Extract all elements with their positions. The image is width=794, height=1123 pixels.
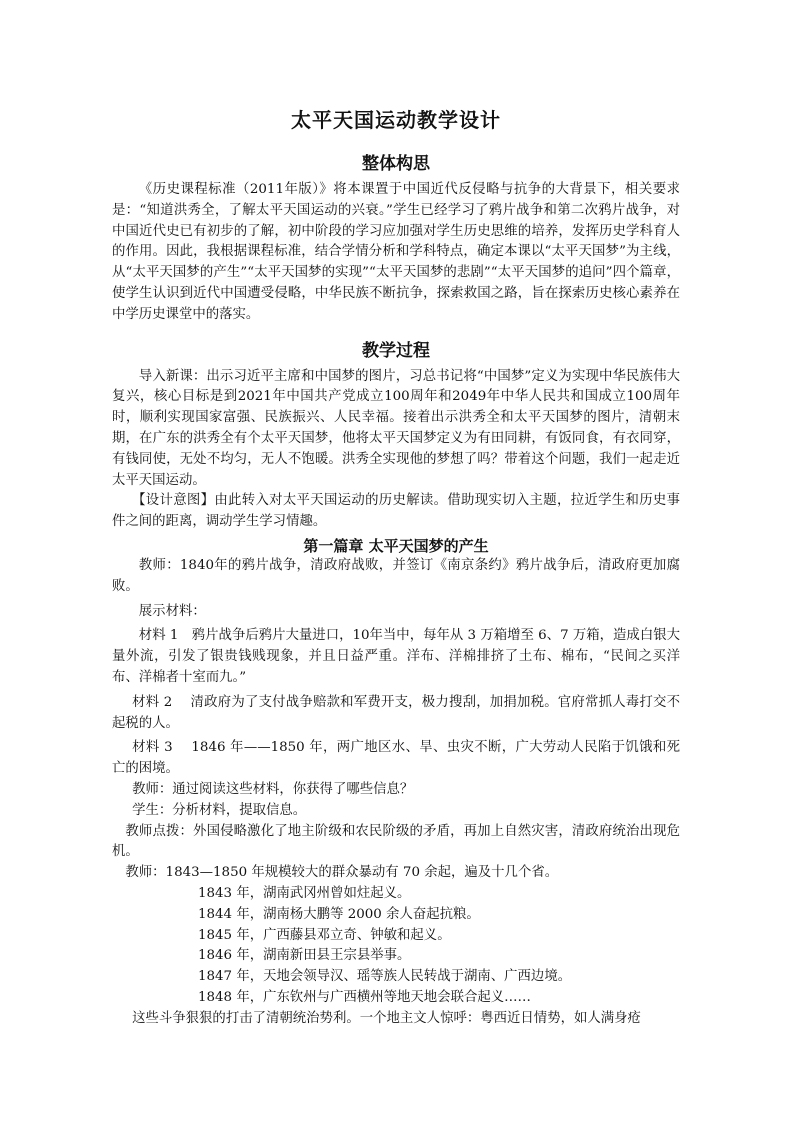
- document-page: [112, 104, 680, 1029]
- overview-paragraph: 《历史课程标准（2011年版）》将本课置于中国近代反侵略与抗争的大背景下，相关要求是：“知道洪秀全，了解太平天国运动的兴衰。”学生已经学习了鸦片战争和第二次鸦片战争，对中国近代史已有初步的了解，初中阶段的学习应加强对学生历史思维的培养，发挥历史学科育人的作用。因此，我根据课程标准，结合学情分析和学科特点，确定本课以“太平天国梦”为主线，从“太平天国梦的产生”“太平天国梦的实现”“太平天国梦的悲剧”“太平天国梦的追问”四个篇章，使学生认识到近代中国遭受侵略，中华民族不断抗争，探索救国之路，旨在探索历史核心素养在中学历史课堂中的落实。: [112, 182, 680, 322]
- chapter-heading-1: 第一篇章 太平天国梦的产生: [303, 536, 489, 555]
- student-response: 学生：分析材料，提取信息。: [132, 802, 307, 818]
- material-3: 材料 3 1846 年——1850 年，两广地区水、旱、虫灾不断，广大劳动人民陷于饥饿和死亡的困境。: [112, 740, 680, 777]
- event-item: 1848 年，广东钦州与广西横州等地天地会联合起义……: [198, 989, 531, 1005]
- intro-paragraph: 导入新课：出示习近平主席和中国梦的图片，习总书记将“中国梦”定义为实现中华民族伟大复兴，核心目标是到2021年中国共产党成立100周年和2049年中华人民共和国成立100周年时，顺利实现国家富强、民族振兴、人民幸福。接着出示洪秀全和太平天国梦的图片，清朝末期，在广东的洪秀全有个太平天国梦，他将太平天国梦定义为有田同耕，有饭同食，有衣同穿，有钱同使，无处不均匀，无人不饱暖。洪秀全实现他的梦想了吗？带着这个问题，我们一起走近太平天国运动。: [112, 368, 680, 488]
- teacher-point: 教师点拨：外国侵略激化了地主阶级和农民阶级的矛盾，再加上自然灾害，清政府统治出现危机。: [112, 823, 680, 860]
- document-title: 太平天国运动教学设计: [291, 108, 501, 132]
- material-2: 材料 2 清政府为了支付战争赔款和军费开支，极力搜刮，加捐加税。官府常抓人毒打交不起税的人。: [112, 694, 680, 731]
- teacher-statement-3: 教师：1843—1850 年规模较大的群众暴动有 70 余起，遍及十几个省。: [125, 865, 559, 881]
- event-item: 1843 年，湖南武冈州曾如炷起义。: [198, 885, 411, 901]
- event-item: 1844 年，湖南杨大鹏等 2000 余人奋起抗粮。: [198, 906, 480, 922]
- section-heading-overview: 整体构思: [362, 154, 430, 174]
- teacher-statement-1: 教师：1840年的鸦片战争，清政府战败，并签订《南京条约》鸦片战争后，清政府更加腐败。: [112, 557, 680, 594]
- design-intent-paragraph: 【设计意图】由此转入对太平天国运动的历史解读。借助现实切入主题，拉近学生和历史事件之间的距离，调动学生学习情趣。: [112, 493, 680, 530]
- show-material-label: 展示材料：: [138, 603, 206, 619]
- event-item: 1847 年，天地会领导汉、瑶等族人民转战于湖南、广西边境。: [198, 969, 572, 985]
- section-heading-process: 教学过程: [362, 340, 430, 361]
- closing-paragraph: 这些斗争狠狠的打击了清朝统治势利。一个地主文人惊呼：粤西近日情势，如人满身疮: [132, 1010, 641, 1026]
- event-item: 1846 年，湖南新田县王宗县举事。: [198, 948, 411, 964]
- event-item: 1845 年，广西藤县邓立奇、钟敏和起义。: [198, 927, 451, 943]
- material-1: 材料 1 鸦片战争后鸦片大量进口，10年当中，每年从 3 万箱增至 6、7 万箱，造成白银大量外流，引发了银贵钱贱现象，并且日益严重。洋布、洋棉排挤了土布、棉布，“民间之买洋布、洋棉者十室而九。”: [112, 628, 680, 685]
- teacher-question: 教师：通过阅读这些材料，你获得了哪些信息？: [132, 781, 414, 797]
